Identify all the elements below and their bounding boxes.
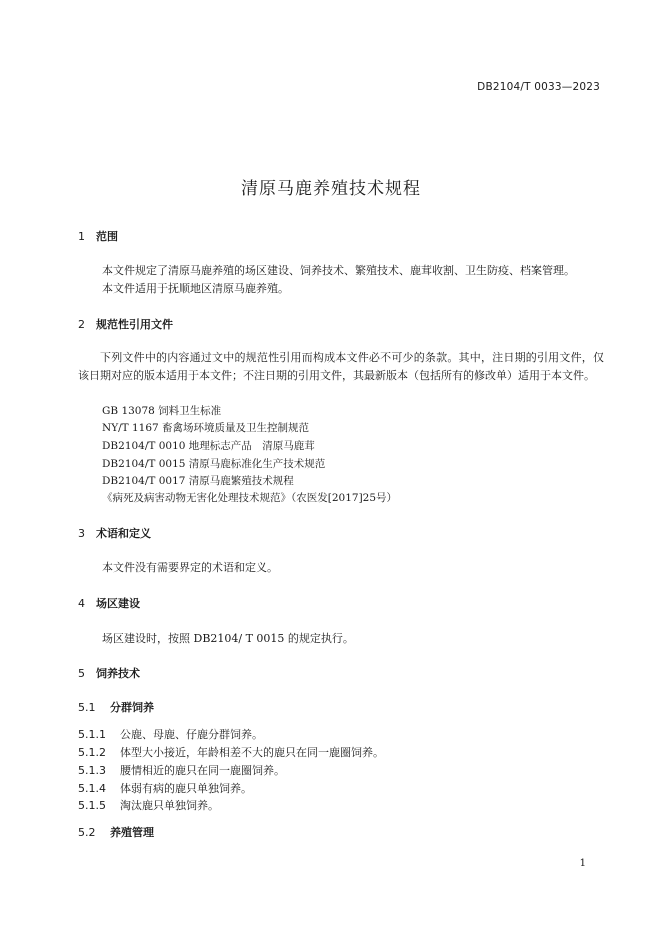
clause-number: 5.1.4 xyxy=(78,782,106,795)
section-title: 范围 xyxy=(96,230,118,243)
clause-number: 5.1.5 xyxy=(78,799,106,812)
page-number: 1 xyxy=(579,858,586,869)
reference-item: DB2104/T 0010 地理标志产品 清原马鹿茸 xyxy=(102,440,315,452)
clause-text: 腰情相近的鹿只在同一鹿圈饲养。 xyxy=(120,764,285,777)
section-number: 3 xyxy=(78,527,85,540)
section-number: 1 xyxy=(78,230,85,243)
document-title: 清原马鹿养殖技术规程 xyxy=(241,179,421,199)
subsection-heading-5-2 xyxy=(78,824,154,840)
section-heading-3 xyxy=(78,525,151,541)
section-title: 场区建设 xyxy=(96,597,140,610)
reference-item: GB 13078 饲料卫生标准 xyxy=(102,405,222,417)
section-title: 规范性引用文件 xyxy=(96,318,173,331)
section-number: 2 xyxy=(78,318,85,331)
clause-item xyxy=(78,797,219,813)
clause-text: 体弱有病的鹿只单独饲养。 xyxy=(120,782,252,795)
section-heading-4 xyxy=(78,595,140,611)
section-title: 饲养技术 xyxy=(96,667,140,680)
clause-number: 5.1.3 xyxy=(78,764,106,777)
subsection-number: 5.1 xyxy=(78,701,96,714)
paragraph: 本文件没有需要界定的术语和定义。 xyxy=(102,561,278,574)
subsection-number: 5.2 xyxy=(78,826,96,839)
reference-item: NY/T 1167 畜禽场环境质量及卫生控制规范 xyxy=(102,422,310,434)
subsection-title: 养殖管理 xyxy=(110,826,154,839)
clause-number: 5.1.2 xyxy=(78,746,106,759)
section-number: 4 xyxy=(78,597,85,610)
paragraph: 本文件规定了清原马鹿养殖的场区建设、饲养技术、繁殖技术、鹿茸收割、卫生防疫、档案管理。 xyxy=(102,264,575,277)
clause-text: 公鹿、母鹿、仔鹿分群饲养。 xyxy=(120,728,263,741)
reference-item: 《病死及病害动物无害化处理技术规范》（农医发[2017]25号） xyxy=(102,492,398,504)
subsection-heading-5-1 xyxy=(78,699,154,715)
section-number: 5 xyxy=(78,667,85,680)
reference-item: DB2104/T 0017 清原马鹿繁殖技术规程 xyxy=(102,475,294,487)
document-number: DB2104/T 0033—2023 xyxy=(477,81,600,93)
section-heading-5 xyxy=(78,665,140,681)
section-heading-2 xyxy=(78,316,173,332)
clause-number: 5.1.1 xyxy=(78,728,106,741)
subsection-title: 分群饲养 xyxy=(110,701,154,714)
paragraph: 下列文件中的内容通过文中的规范性引用而构成本文件必不可少的条款。其中，注日期的引用文件，仅该日期对应的版本适用于本文件；不注日期的引用文件，其最新版本（包括所有的修改单）适用于本文件。 xyxy=(78,351,604,382)
clause-item xyxy=(78,780,252,796)
paragraph: 本文件适用于抚顺地区清原马鹿养殖。 xyxy=(102,282,289,295)
clause-item xyxy=(78,726,263,742)
clause-item xyxy=(78,762,285,778)
paragraph: 场区建设时，按照 DB2104/ T 0015 的规定执行。 xyxy=(102,632,354,645)
clause-text: 体型大小接近，年龄相差不大的鹿只在同一鹿圈饲养。 xyxy=(120,746,384,759)
clause-item xyxy=(78,744,384,760)
reference-item: DB2104/T 0015 清原马鹿标准化生产技术规范 xyxy=(102,458,326,470)
clause-text: 淘汰鹿只单独饲养。 xyxy=(120,799,219,812)
section-heading-1 xyxy=(78,228,118,244)
section-title: 术语和定义 xyxy=(96,527,151,540)
